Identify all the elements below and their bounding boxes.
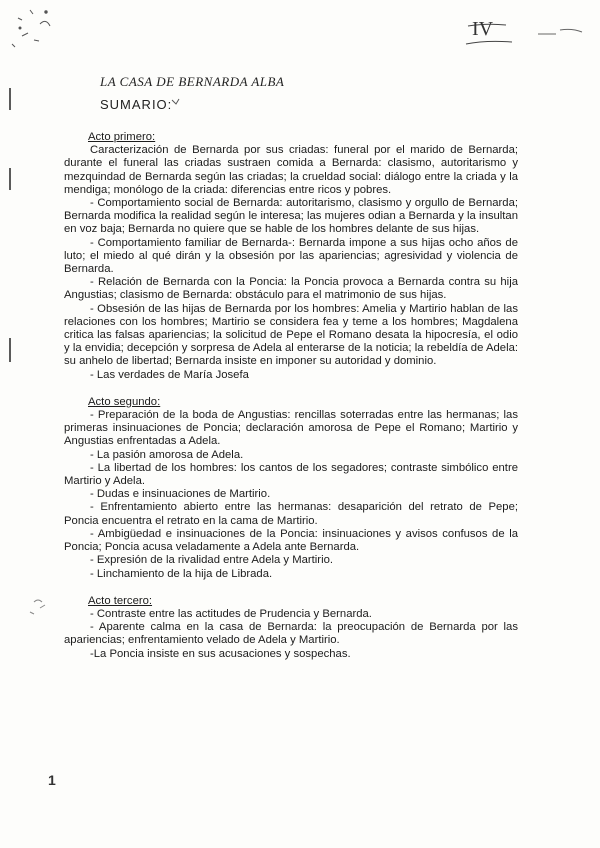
document-title: LA CASA DE BERNARDA ALBA: [100, 74, 285, 89]
act-item: -La Poncia insiste en sus acusaciones y sospechas.: [90, 647, 351, 660]
act-item: - Relación de Bernarda con la Poncia: la Poncia provoca a Bernarda contra su hija Angustias; clasismo de Bernarda: obstáculo para el matrimonio de sus hijas.: [64, 276, 518, 302]
act-item: - Linchamiento de la hija de Librada.: [90, 567, 273, 580]
act-item: - Contraste entre las actitudes de Prudencia y Bernarda.: [90, 607, 372, 620]
summary-body: [64, 131, 518, 661]
act-heading: Acto tercero:: [88, 594, 153, 607]
act-item: - Dudas e insinuaciones de Martirio.: [90, 488, 271, 501]
act-item: - Las verdades de María Josefa: [90, 368, 249, 381]
sumario-mark: [172, 99, 179, 104]
act-item: - Preparación de la boda de Angustias: rencillas soterradas entre las hermanas; las primeras insinuaciones de Poncia; declaración amorosa de Pepe el Romano; Martirio y Angustias enfrentadas a Adela.: [64, 409, 518, 448]
corner-scribble: [12, 10, 50, 47]
act-heading: Acto primero:: [88, 131, 156, 143]
act-tercero: [64, 595, 518, 661]
act-item: - La libertad de los hombres: los cantos de los segadores; contraste simbólico entre Martirio y Adela.: [64, 461, 518, 488]
act-heading: Acto segundo:: [88, 395, 161, 408]
margin-smudge: [30, 600, 45, 614]
margin-number: 1: [48, 772, 56, 788]
act-item: - Expresión de la rivalidad entre Adela y Martirio.: [90, 554, 333, 567]
sumario-label: SUMARIO:: [100, 97, 173, 112]
act-item: - Comportamiento familiar de Bernarda-: Bernarda impone a sus hijas ocho años de luto; el miedo al qué dirán y la obsesión por las apariencias; agresividad y violencia de Bernarda.: [64, 236, 518, 276]
act-item: - Aparente calma en la casa de Bernarda: la preocupación de Bernarda por las apariencias; enfrentamiento velado de Adela y Martirio.: [64, 621, 518, 647]
act-item: - Enfrentamiento abierto entre las hermanas: desaparición del retrato de Pepe; Poncia encuentra el retrato en la cama de Martirio.: [64, 501, 518, 527]
act-segundo: [64, 396, 518, 581]
act-primero: [64, 131, 518, 382]
act-item: Caracterización de Bernarda por sus criadas: funeral por el marido de Bernarda; durante el funeral las criadas sustraen comida a Bernarda: clasismo, autoritarismo y mezquindad de Bernarda según las criadas; la crueldad social: diálogo entre la criada y la mendiga; monólogo de la criada: diferencias entre ricos y pobres.: [64, 144, 518, 196]
act-item: - Obsesión de las hijas de Bernarda por los hombres: Amelia y Martirio hablan de las relaciones con los hombres; Martirio se considera fea y teme a los hombres; Magdalena critica las falsas apariencias; la solicitud de Pepe el Romano desata la hipocresía, el odio y la envidia; decepción y sorpresa de Adela al enterarse de la noticia; la rebeldía de Adela: su anhelo de libertad; Bernarda insiste en imponer su autoridad y dominio.: [64, 302, 518, 368]
act-item: - Ambigüedad e insinuaciones de la Poncia: insinuaciones y avisos confusos de la Poncia; Poncia acusa veladamente a Adela ante Bernarda.: [64, 527, 518, 554]
act-item: - Comportamiento social de Bernarda: autoritarismo, clasismo y orgullo de Bernarda; Bernarda modifica la realidad según le interesa; las mujeres odian a Bernarda y la insultan en voz baja; Bernarda no quiere que se hable de los hombres delante de sus hijas.: [64, 197, 518, 236]
top-right-marks: [538, 29, 582, 34]
page-roman-numeral: IV: [472, 18, 494, 40]
act-item: - La pasión amorosa de Adela.: [90, 448, 244, 461]
